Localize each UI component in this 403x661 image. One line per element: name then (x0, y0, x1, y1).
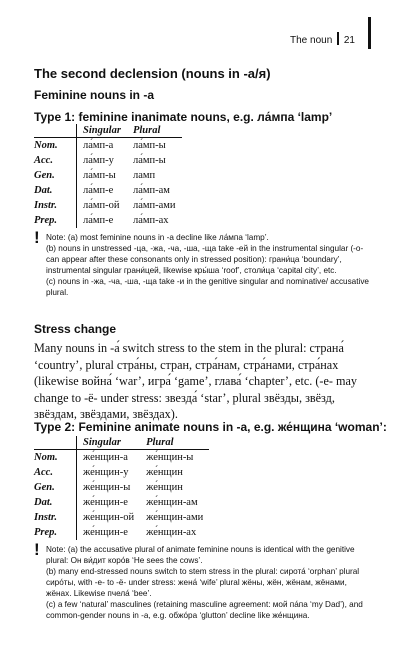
note-2a: Note: (a) the accusative plural of animate feminine nouns is identical with the genitive plural: Он ви́дит коро́в ‘He sees the cows’. (46, 545, 355, 565)
table-row (34, 213, 182, 228)
singular-form: ла́мп-у (83, 155, 114, 166)
table-row (34, 153, 182, 168)
exclamation-icon: ! (34, 540, 40, 559)
note-1a: Note: (a) most feminine nouns in -а decline like ла́мпа ‘lamp’. (46, 233, 269, 242)
plural-form: ламп (132, 170, 156, 181)
header-separator (337, 32, 339, 45)
case-label: Gen. (34, 168, 77, 183)
table-row (34, 198, 182, 213)
type2-table (34, 436, 209, 540)
exclamation-icon: ! (34, 228, 40, 247)
case-label: Acc. (34, 465, 77, 480)
case-label: Instr. (34, 510, 77, 525)
singular-header: Singular (77, 436, 141, 450)
case-header (34, 124, 77, 138)
plural-header: Plural (127, 124, 182, 138)
header-rule (368, 17, 371, 49)
page-number: 21 (343, 35, 355, 46)
type1-table (34, 124, 182, 228)
plural-form: же́нщин-ах (146, 527, 197, 538)
subtitle: Feminine nouns in -а (34, 88, 155, 102)
plural-form: же́нщин (146, 467, 183, 478)
case-label: Prep. (34, 213, 77, 228)
note-1c: (c) nouns in -жа, -ча, -ша, -ща take -и in the genitive singular and nominative/ accusative plural. (46, 277, 369, 297)
case-header (34, 436, 77, 450)
singular-form: ла́мп-е (83, 185, 114, 196)
running-header (290, 32, 355, 46)
plural-form: же́нщин-ами (146, 512, 204, 523)
case-label: Nom. (34, 138, 77, 154)
singular-form: же́нщин-е (83, 497, 128, 508)
singular-form: ла́мп-а (83, 140, 114, 151)
plural-form: ла́мп-ах (132, 215, 169, 226)
plural-form: ла́мп-ы (132, 155, 166, 166)
singular-header: Singular (77, 124, 127, 138)
table-row (34, 138, 182, 154)
type1-heading: Type 1: feminine inanimate nouns, e.g. ла́мпа ‘lamp’ (34, 110, 333, 124)
plural-form: же́нщин-ы (146, 452, 194, 463)
page-title: The second declension (nouns in -а/я) (34, 66, 271, 81)
singular-form: же́нщин-ы (83, 482, 131, 493)
plural-form: же́нщин-ам (146, 497, 198, 508)
singular-form: же́нщин-у (83, 467, 129, 478)
table-row (34, 450, 209, 466)
case-label: Prep. (34, 525, 77, 540)
case-label: Nom. (34, 450, 77, 466)
note-2b: (b) many end-stressed nouns switch to stem stress in the plural: сирота́ ‘orphan’ plural сиро́ты, with -е- to -ё- under stress: жена́ ‘wife’ plural жёны, жён, жёнам, жёнами, жёнах. Likewise пчела́ ‘bee’. (46, 567, 360, 598)
singular-form: ла́мп-е (83, 215, 114, 226)
table-row (34, 525, 209, 540)
singular-form: же́нщин-а (83, 452, 128, 463)
note-1b: (b) nouns in unstressed -ца, -жа, -ча, -ша, -ща take -ей in the instrumental singular (-о- can appear after these consonants only in stressed position): грани́ца ‘boundary’, instrumental singular грани́цей, likewise кры́ша ‘roof’, столи́ца ‘capital city’, etc. (46, 244, 364, 275)
case-label: Instr. (34, 198, 77, 213)
section-name: The noun (290, 35, 333, 46)
case-label: Gen. (34, 480, 77, 495)
plural-header: Plural (140, 436, 209, 450)
singular-form: ла́мп-ы (83, 170, 116, 181)
table-row (34, 183, 182, 198)
case-label: Acc. (34, 153, 77, 168)
table-row (34, 480, 209, 495)
plural-form: же́нщин (146, 482, 183, 493)
case-label: Dat. (34, 183, 77, 198)
plural-form: ла́мп-ами (132, 200, 176, 211)
plural-form: ла́мп-ам (132, 185, 170, 196)
note-2 (34, 540, 374, 621)
case-label: Dat. (34, 495, 77, 510)
singular-form: же́нщин-е (83, 527, 128, 538)
table-row (34, 168, 182, 183)
type2-heading: Type 2: Feminine animate nouns in -а, e.g. же́нщина ‘woman’: (34, 420, 387, 434)
table-row (34, 465, 209, 480)
note-1 (34, 228, 374, 298)
stress-paragraph: Many nouns in -а́ switch stress to the stem in the plural: страна́ ‘country’, plural стра́ны, стран, стра́нам, стра́нами, стра́нах (likewise война́ ‘war’, игра́ ‘game’, глава́ ‘chapter’, etc. (-е- may change to -ё- under stress: звезда́ ‘star’, plural звёзды, звёзд, звёздам, звёздами, звёздах). (34, 341, 357, 421)
plural-form: ла́мп-ы (132, 140, 166, 151)
note-2c: (c) a few ‘natural’ masculines (retaining masculine agreement: мой па́па ‘my Dad’), and common-gender nouns in -а, e.g. обжо́ра ‘glutton’ decline like же́нщина. (46, 600, 363, 620)
singular-form: ла́мп-ой (83, 200, 120, 211)
table-row (34, 495, 209, 510)
stress-heading: Stress change (34, 322, 117, 336)
singular-form: же́нщин-ой (83, 512, 135, 523)
table-row (34, 510, 209, 525)
